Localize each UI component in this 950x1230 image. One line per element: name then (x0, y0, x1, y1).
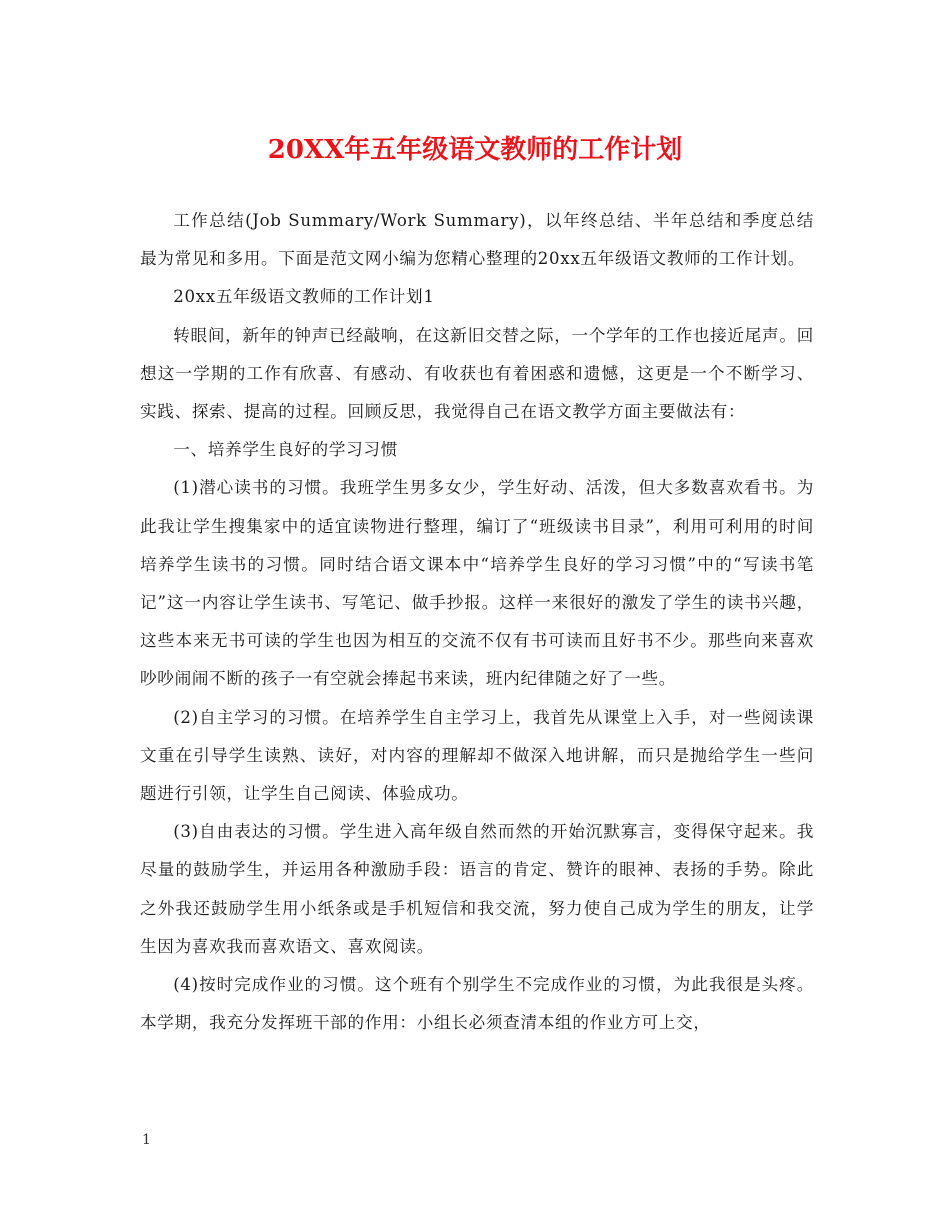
document-body (140, 202, 814, 1042)
paragraph-section-heading: 20xx五年级语文教师的工作计划1 (173, 287, 435, 307)
paragraph-subheading: 一、培养学生良好的学习习惯 (173, 440, 399, 460)
paragraph-habit-2: (2)自主学习的习惯。在培养学生自主学习上，我首先从课堂上入手，对一些阅读课文重在引导学生读熟、读好，对内容的理解却不做深入地讲解，而只是抛给学生一些问题进行引领，让学生自己阅读、体验成功。 (140, 707, 814, 804)
paragraph-habit-1: (1)潜心读书的习惯。我班学生男多女少，学生好动、活泼，但大多数喜欢看书。为此我让学生搜集家中的适宜读物进行整理，编订了“班级读书目录”，利用可利用的时间培养学生读书的习惯。同时结合语文课本中“培养学生良好的学习习惯”中的“写读书笔记”这一内容让学生读书、写笔记、做手抄报。这样一来很好的激发了学生的读书兴趣，这些本来无书可读的学生也因为相互的交流不仅有书可读而且好书不少。那些向来喜欢吵吵闹闹不断的孩子一有空就会捧起书来读，班内纪律随之好了一些。 (140, 478, 814, 689)
paragraph-habit-4: (4)按时完成作业的习惯。这个班有个别学生不完成作业的习惯，为此我很是头疼。本学期，我充分发挥班干部的作用：小组长必须查清本组的作业方可上交， (140, 975, 814, 1033)
page-number: 1 (142, 1132, 151, 1148)
paragraph-opening: 转眼间，新年的钟声已经敲响，在这新旧交替之际，一个学年的工作也接近尾声。回想这一学期的工作有欣喜、有感动、有收获也有着困惑和遗憾，这更是一个不断学习、实践、探索、提高的过程。回顾反思，我觉得自己在语文教学方面主要做法有： (140, 325, 814, 422)
paragraph-habit-3: (3)自由表达的习惯。学生进入高年级自然而然的开始沉默寡言，变得保守起来。我尽量的鼓励学生，并运用各种激励手段：语言的肯定、赞许的眼神、表扬的手势。除此之外我还鼓励学生用小纸条或是手机短信和我交流，努力使自己成为学生的朋友，让学生因为喜欢我而喜欢语文、喜欢阅读。 (140, 822, 814, 956)
page-title: 20XX年五年级语文教师的工作计划 (267, 135, 683, 165)
paragraph-intro: 工作总结(Job Summary/Work Summary)，以年终总结、半年总结和季度总结最为常见和多用。下面是范文网小编为您精心整理的20xx五年级语文教师的工作计划。 (140, 211, 814, 269)
